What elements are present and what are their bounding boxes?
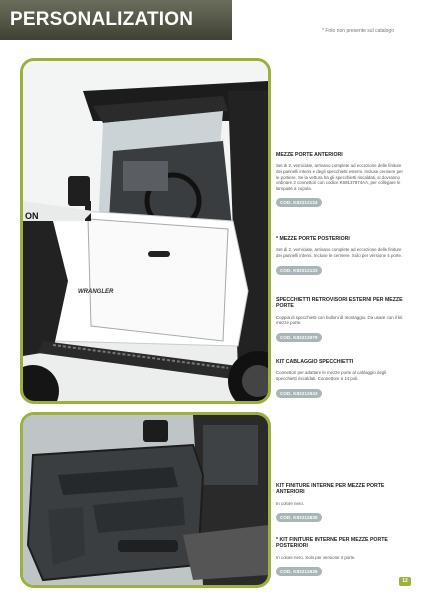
product-code-badge: COD. K82212943 xyxy=(276,389,322,398)
item-rear-half-doors xyxy=(276,236,404,277)
item-title: SPECCHIETTI RETROVISORI ESTERNI PER MEZZE PORTE xyxy=(276,297,403,310)
item-title: KIT FINITURE INTERNE PER MEZZE PORTE ANTERIORI xyxy=(276,483,385,496)
item-mirror-wiring-kit xyxy=(276,359,404,400)
product-code-badge: COD. K82212638 xyxy=(276,567,322,576)
item-title: KIT CABLAGGIO SPECCHIETTI xyxy=(276,359,354,365)
door-interior-trim-photo xyxy=(20,412,271,588)
item-exterior-mirrors xyxy=(276,297,404,344)
item-description: Connettori per adattare le mezze porte al cablaggio degli specchietti riscaldati. Connettore a 14 poli. xyxy=(276,370,387,381)
item-title: MEZZE PORTE ANTERIORI xyxy=(276,152,343,158)
header-band xyxy=(0,0,232,40)
item-description: In colore nero. Solo per versione 4 porte. xyxy=(276,554,356,560)
item-title: * MEZZE PORTE POSTERIORI xyxy=(276,236,350,242)
wrangler-badge: WRANGLER xyxy=(78,289,114,295)
photo-note: * Foto non presente sul catalogo xyxy=(322,28,394,34)
item-front-interior-trim xyxy=(276,483,404,524)
product-code-badge: COD. K82212124 xyxy=(276,198,322,207)
product-code-badge: COD. K82213079 xyxy=(276,333,322,342)
item-description: In colore nero. xyxy=(276,500,305,506)
item-title: * KIT FINITURE INTERNE PER MEZZE PORTE POSTERIORI xyxy=(276,537,388,550)
product-code-badge: COD. K82212635 xyxy=(276,513,322,522)
page-number: 12 xyxy=(399,577,411,586)
item-front-half-doors xyxy=(276,152,404,209)
item-description: Set di 2, verniciate, arrivano complete ad eccezione delle finiture dei pannelli interni. Incluse le cerniere. Solo per versione 4 porte. xyxy=(276,247,403,258)
item-description: Set di 2, verniciate, arrivano complete ad eccezione delle finiture dei pannelli interni e degli specchietti esterni. Incluse cerniere per le portiere. Se la vettura ha gli specchietti riscaldati, si dovranno ordinare 2 connettori con codice K68137874AA, per collegare le lampade a cupola. xyxy=(276,163,403,191)
fender-text: ON xyxy=(25,211,39,221)
page-title: PERSONALIZATION xyxy=(10,9,194,30)
item-description: Coppia di specchietti con bulloni di montaggio. Da usare con il kit mezze porte. xyxy=(276,314,403,326)
jeep-half-doors-photo xyxy=(20,58,271,404)
item-rear-interior-trim xyxy=(276,537,404,578)
product-code-badge: COD. K82212133 xyxy=(276,266,322,275)
